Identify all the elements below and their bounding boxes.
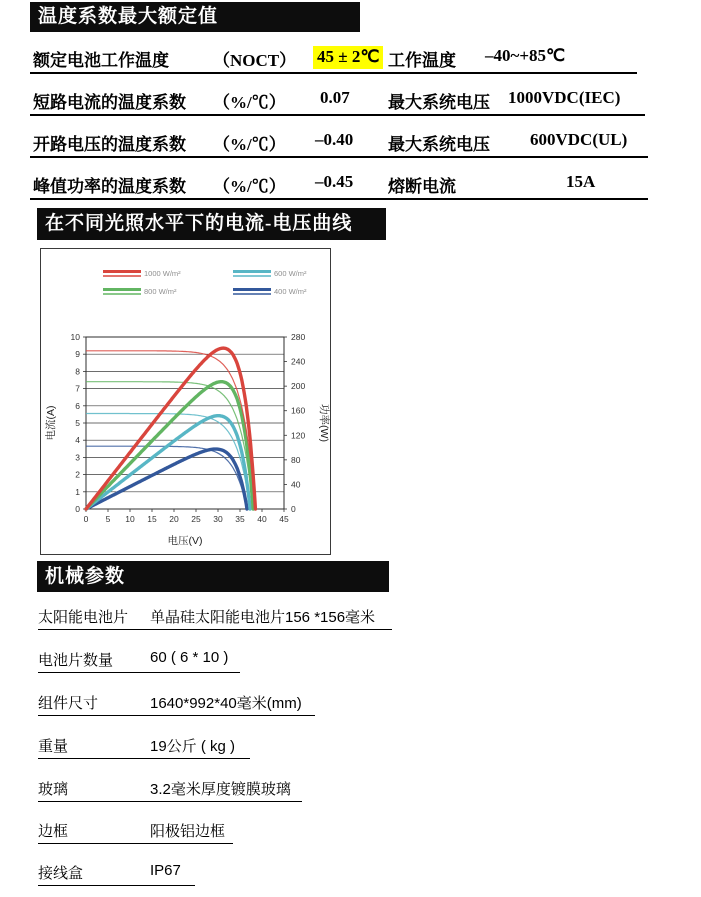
- svg-text:7: 7: [75, 383, 80, 394]
- mech-label: 接线盒: [38, 865, 84, 882]
- svg-text:3: 3: [75, 452, 80, 463]
- svg-text:电压(V): 电压(V): [167, 535, 203, 547]
- spec-row-noct: [0, 46, 701, 72]
- mech-label: 太阳能电池片: [38, 609, 129, 626]
- row-divider: [30, 198, 648, 200]
- row-divider: [30, 114, 645, 116]
- mech-label: 边框: [38, 823, 69, 840]
- spec-value-highlighted: 45 ± 2℃: [313, 46, 383, 69]
- mech-value: IP67: [150, 862, 181, 879]
- svg-text:电流(A): 电流(A): [45, 405, 57, 441]
- svg-text:2: 2: [75, 469, 80, 480]
- row-divider: [30, 72, 637, 74]
- svg-text:10: 10: [70, 332, 80, 342]
- svg-text:5: 5: [75, 418, 80, 428]
- spec-value: 0.07: [320, 88, 350, 107]
- svg-text:功率(W): 功率(W): [318, 404, 330, 442]
- svg-text:6: 6: [75, 400, 80, 411]
- svg-text:20: 20: [169, 514, 179, 524]
- spec-value2: 1000VDC(IEC): [508, 88, 621, 107]
- section-title: 温度系数最大额定值: [38, 6, 219, 27]
- section-header-temperature-coefficients: [30, 2, 360, 32]
- spec-label2: 熔断电流: [388, 177, 456, 196]
- row-divider: [38, 843, 233, 844]
- spec-value: –0.45: [315, 172, 354, 191]
- iv-curve-chart: [40, 248, 331, 555]
- svg-text:0: 0: [291, 504, 296, 514]
- row-divider: [30, 156, 648, 158]
- mech-label: 重量: [38, 738, 69, 755]
- svg-text:200: 200: [291, 381, 306, 392]
- svg-text:80: 80: [291, 454, 301, 465]
- svg-text:35: 35: [235, 514, 245, 524]
- spec-row-pmax-temp-coeff: [0, 172, 701, 198]
- legend-label: 400 W/m²: [274, 287, 307, 296]
- row-divider: [38, 715, 315, 716]
- svg-text:45: 45: [279, 514, 289, 524]
- mech-value: 60 ( 6 * 10 ): [150, 649, 229, 666]
- mech-value: 19公斤 ( kg ): [150, 738, 236, 755]
- mech-value: 3.2毫米厚度镀膜玻璃: [150, 781, 291, 798]
- svg-text:120: 120: [291, 430, 306, 441]
- svg-text:30: 30: [213, 514, 223, 524]
- legend-label: 1000 W/m²: [144, 269, 181, 278]
- section-header-mechanical: [37, 561, 389, 592]
- spec-label2: 最大系统电压: [388, 93, 490, 112]
- row-divider: [38, 801, 302, 802]
- svg-text:10: 10: [125, 514, 135, 524]
- mech-label: 组件尺寸: [38, 695, 99, 712]
- svg-text:25: 25: [191, 514, 201, 524]
- spec-unit: （%/℃）: [213, 93, 286, 112]
- spec-unit: （%/℃）: [213, 177, 286, 196]
- legend-label: 800 W/m²: [144, 287, 177, 296]
- spec-value2: 600VDC(UL): [530, 130, 628, 149]
- svg-text:1: 1: [75, 486, 80, 497]
- spec-label: 额定电池工作温度: [33, 51, 169, 70]
- legend-label: 600 W/m²: [274, 269, 307, 278]
- mech-value: 1640*992*40毫米(mm): [150, 695, 302, 712]
- spec-value2: –40~+85℃: [485, 46, 566, 65]
- spec-label: 短路电流的温度系数: [33, 93, 186, 112]
- mech-value: 单晶硅太阳能电池片156 *156毫米: [150, 609, 376, 626]
- mech-label: 玻璃: [38, 781, 69, 798]
- svg-text:0: 0: [75, 504, 80, 514]
- svg-text:4: 4: [75, 435, 80, 446]
- svg-text:0: 0: [83, 514, 89, 524]
- spec-unit: （%/℃）: [213, 135, 286, 154]
- spec-value2: 15A: [566, 172, 596, 191]
- spec-label2: 最大系统电压: [388, 135, 490, 154]
- svg-text:40: 40: [257, 514, 267, 524]
- spec-value: –0.40: [315, 130, 354, 149]
- mech-label: 电池片数量: [38, 652, 114, 669]
- row-divider: [38, 758, 250, 759]
- row-divider: [38, 629, 392, 630]
- row-divider: [38, 885, 195, 886]
- spec-row-isc-temp-coeff: [0, 88, 701, 114]
- svg-text:5: 5: [105, 514, 111, 524]
- iv-pv-curves-plot: [41, 249, 330, 554]
- spec-row-voc-temp-coeff: [0, 130, 701, 156]
- svg-text:280: 280: [291, 332, 306, 342]
- svg-text:9: 9: [75, 349, 80, 360]
- svg-text:15: 15: [147, 514, 157, 524]
- svg-text:160: 160: [291, 405, 306, 416]
- spec-label: 峰值功率的温度系数: [33, 177, 186, 196]
- svg-text:240: 240: [291, 356, 306, 367]
- svg-text:8: 8: [75, 366, 80, 377]
- svg-text:40: 40: [291, 479, 301, 490]
- section-header-iv-curves: [37, 208, 386, 240]
- section-title: 机械参数: [45, 566, 126, 587]
- row-divider: [38, 672, 240, 673]
- mech-value: 阳极铝边框: [150, 823, 226, 840]
- spec-label2: 工作温度: [388, 51, 456, 70]
- spec-unit: （NOCT）: [213, 51, 297, 70]
- section-title: 在不同光照水平下的电流-电压曲线: [45, 213, 353, 234]
- spec-label: 开路电压的温度系数: [33, 135, 186, 154]
